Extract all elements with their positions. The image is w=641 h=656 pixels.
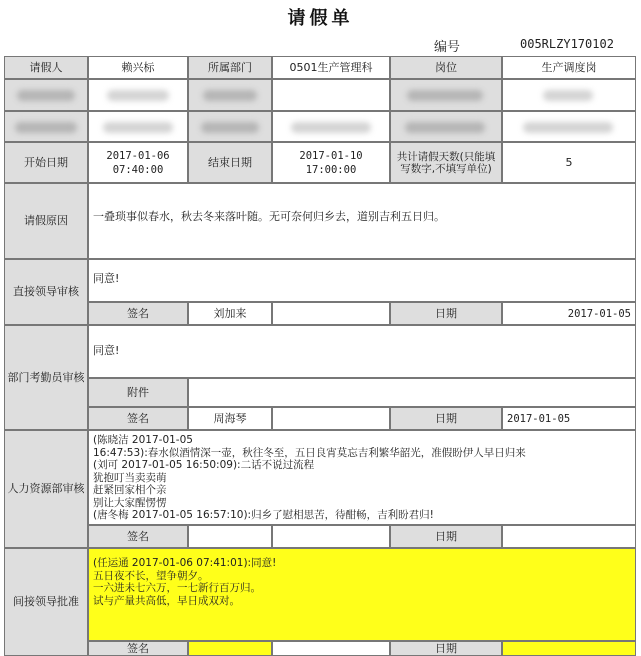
direct-leader-blank — [272, 302, 390, 325]
total-days-value[interactable]: 5 — [502, 142, 636, 183]
hr-date-value[interactable] — [502, 525, 636, 548]
indirect-leader-label: 间接领导批准 — [4, 548, 88, 656]
redacted-value-2 — [272, 79, 390, 111]
redacted-label-1 — [4, 79, 88, 111]
attendance-date-value[interactable]: 2017-01-05 — [502, 407, 636, 430]
attachment-label: 附件 — [88, 378, 188, 407]
attendance-opinion[interactable]: 同意! — [88, 325, 636, 378]
hr-comment[interactable]: (陈晓洁 2017-01-05 16:47:53):春水似酒情深一壶，秋往冬至，五日良宵莫忘吉利繁华韶光，准假盼伊人早日归来 (刘可 2017-01-05 16:50:09):二话不说过流程 犹抱叮当卖卖萌 赶紧回家相个亲 别让大家醒愣愣 (唐冬梅 2017-01-05 16:57:10):归乡了慰相思苦，待酣畅，吉利盼君归! — [88, 430, 636, 525]
redacted-value-4 — [88, 111, 188, 142]
applicant-value[interactable]: 赖兴标 — [88, 56, 188, 79]
position-label: 岗位 — [390, 56, 502, 79]
form-title: 请假单 — [287, 8, 354, 29]
redacted-label-3 — [390, 79, 502, 111]
applicant-label: 请假人 — [4, 56, 88, 79]
form-number-value: 005RLZY170102 — [520, 37, 614, 51]
end-date-value[interactable]: 2017-01-10 17:00:00 — [272, 142, 390, 183]
indirect-leader-comment[interactable]: (任运通 2017-01-06 07:41:01):同意! 五日夜不长，望争朝夕。 一六进未七六万，一七新行百万归。 试与产量共高低，早日成双对。 — [88, 548, 636, 641]
indirect-leader-blank — [272, 641, 390, 656]
redacted-label-2 — [188, 79, 272, 111]
direct-leader-label: 直接领导审核 — [4, 259, 88, 325]
reason-label: 请假原因 — [4, 183, 88, 259]
attendance-label: 部门考勤员审核 — [4, 325, 88, 430]
direct-leader-sign-label: 签名 — [88, 302, 188, 325]
hr-sign-label: 签名 — [88, 525, 188, 548]
attendance-blank — [272, 407, 390, 430]
attachment-field[interactable] — [188, 378, 636, 407]
position-value[interactable]: 生产调度岗 — [502, 56, 636, 79]
leave-form-table — [4, 56, 636, 656]
form-number-label: 编号 — [434, 40, 461, 55]
end-date-label: 结束日期 — [188, 142, 272, 183]
hr-date-label: 日期 — [390, 525, 502, 548]
indirect-leader-sign-value[interactable] — [188, 641, 272, 656]
indirect-leader-date-value[interactable] — [502, 641, 636, 656]
hr-label: 人力资源部审核 — [4, 430, 88, 548]
start-date-label: 开始日期 — [4, 142, 88, 183]
attendance-date-label: 日期 — [390, 407, 502, 430]
dept-value[interactable]: 0501生产管理科 — [272, 56, 390, 79]
hr-blank — [272, 525, 390, 548]
attendance-sign-label: 签名 — [88, 407, 188, 430]
redacted-label-5 — [188, 111, 272, 142]
total-days-label: 共计请假天数(只能填写数字,不填写单位) — [390, 142, 502, 183]
dept-label: 所属部门 — [188, 56, 272, 79]
redacted-value-1 — [88, 79, 188, 111]
direct-leader-sign-value[interactable]: 刘加来 — [188, 302, 272, 325]
indirect-leader-sign-label: 签名 — [88, 641, 188, 656]
redacted-value-6 — [502, 111, 636, 142]
reason-text[interactable]: 一叠琐事似春水，秋去冬来落叶随。无可奈何归乡去，道别吉利五日归。 — [88, 183, 636, 259]
redacted-value-3 — [502, 79, 636, 111]
attendance-sign-value[interactable]: 周海琴 — [188, 407, 272, 430]
redacted-label-6 — [390, 111, 502, 142]
start-date-value[interactable]: 2017-01-06 07:40:00 — [88, 142, 188, 183]
indirect-leader-date-label: 日期 — [390, 641, 502, 656]
redacted-label-4 — [4, 111, 88, 142]
redacted-value-5 — [272, 111, 390, 142]
direct-leader-date-label: 日期 — [390, 302, 502, 325]
hr-sign-value[interactable] — [188, 525, 272, 548]
direct-leader-opinion[interactable]: 同意! — [88, 259, 636, 302]
direct-leader-date-value[interactable]: 2017-01-05 — [502, 302, 636, 325]
